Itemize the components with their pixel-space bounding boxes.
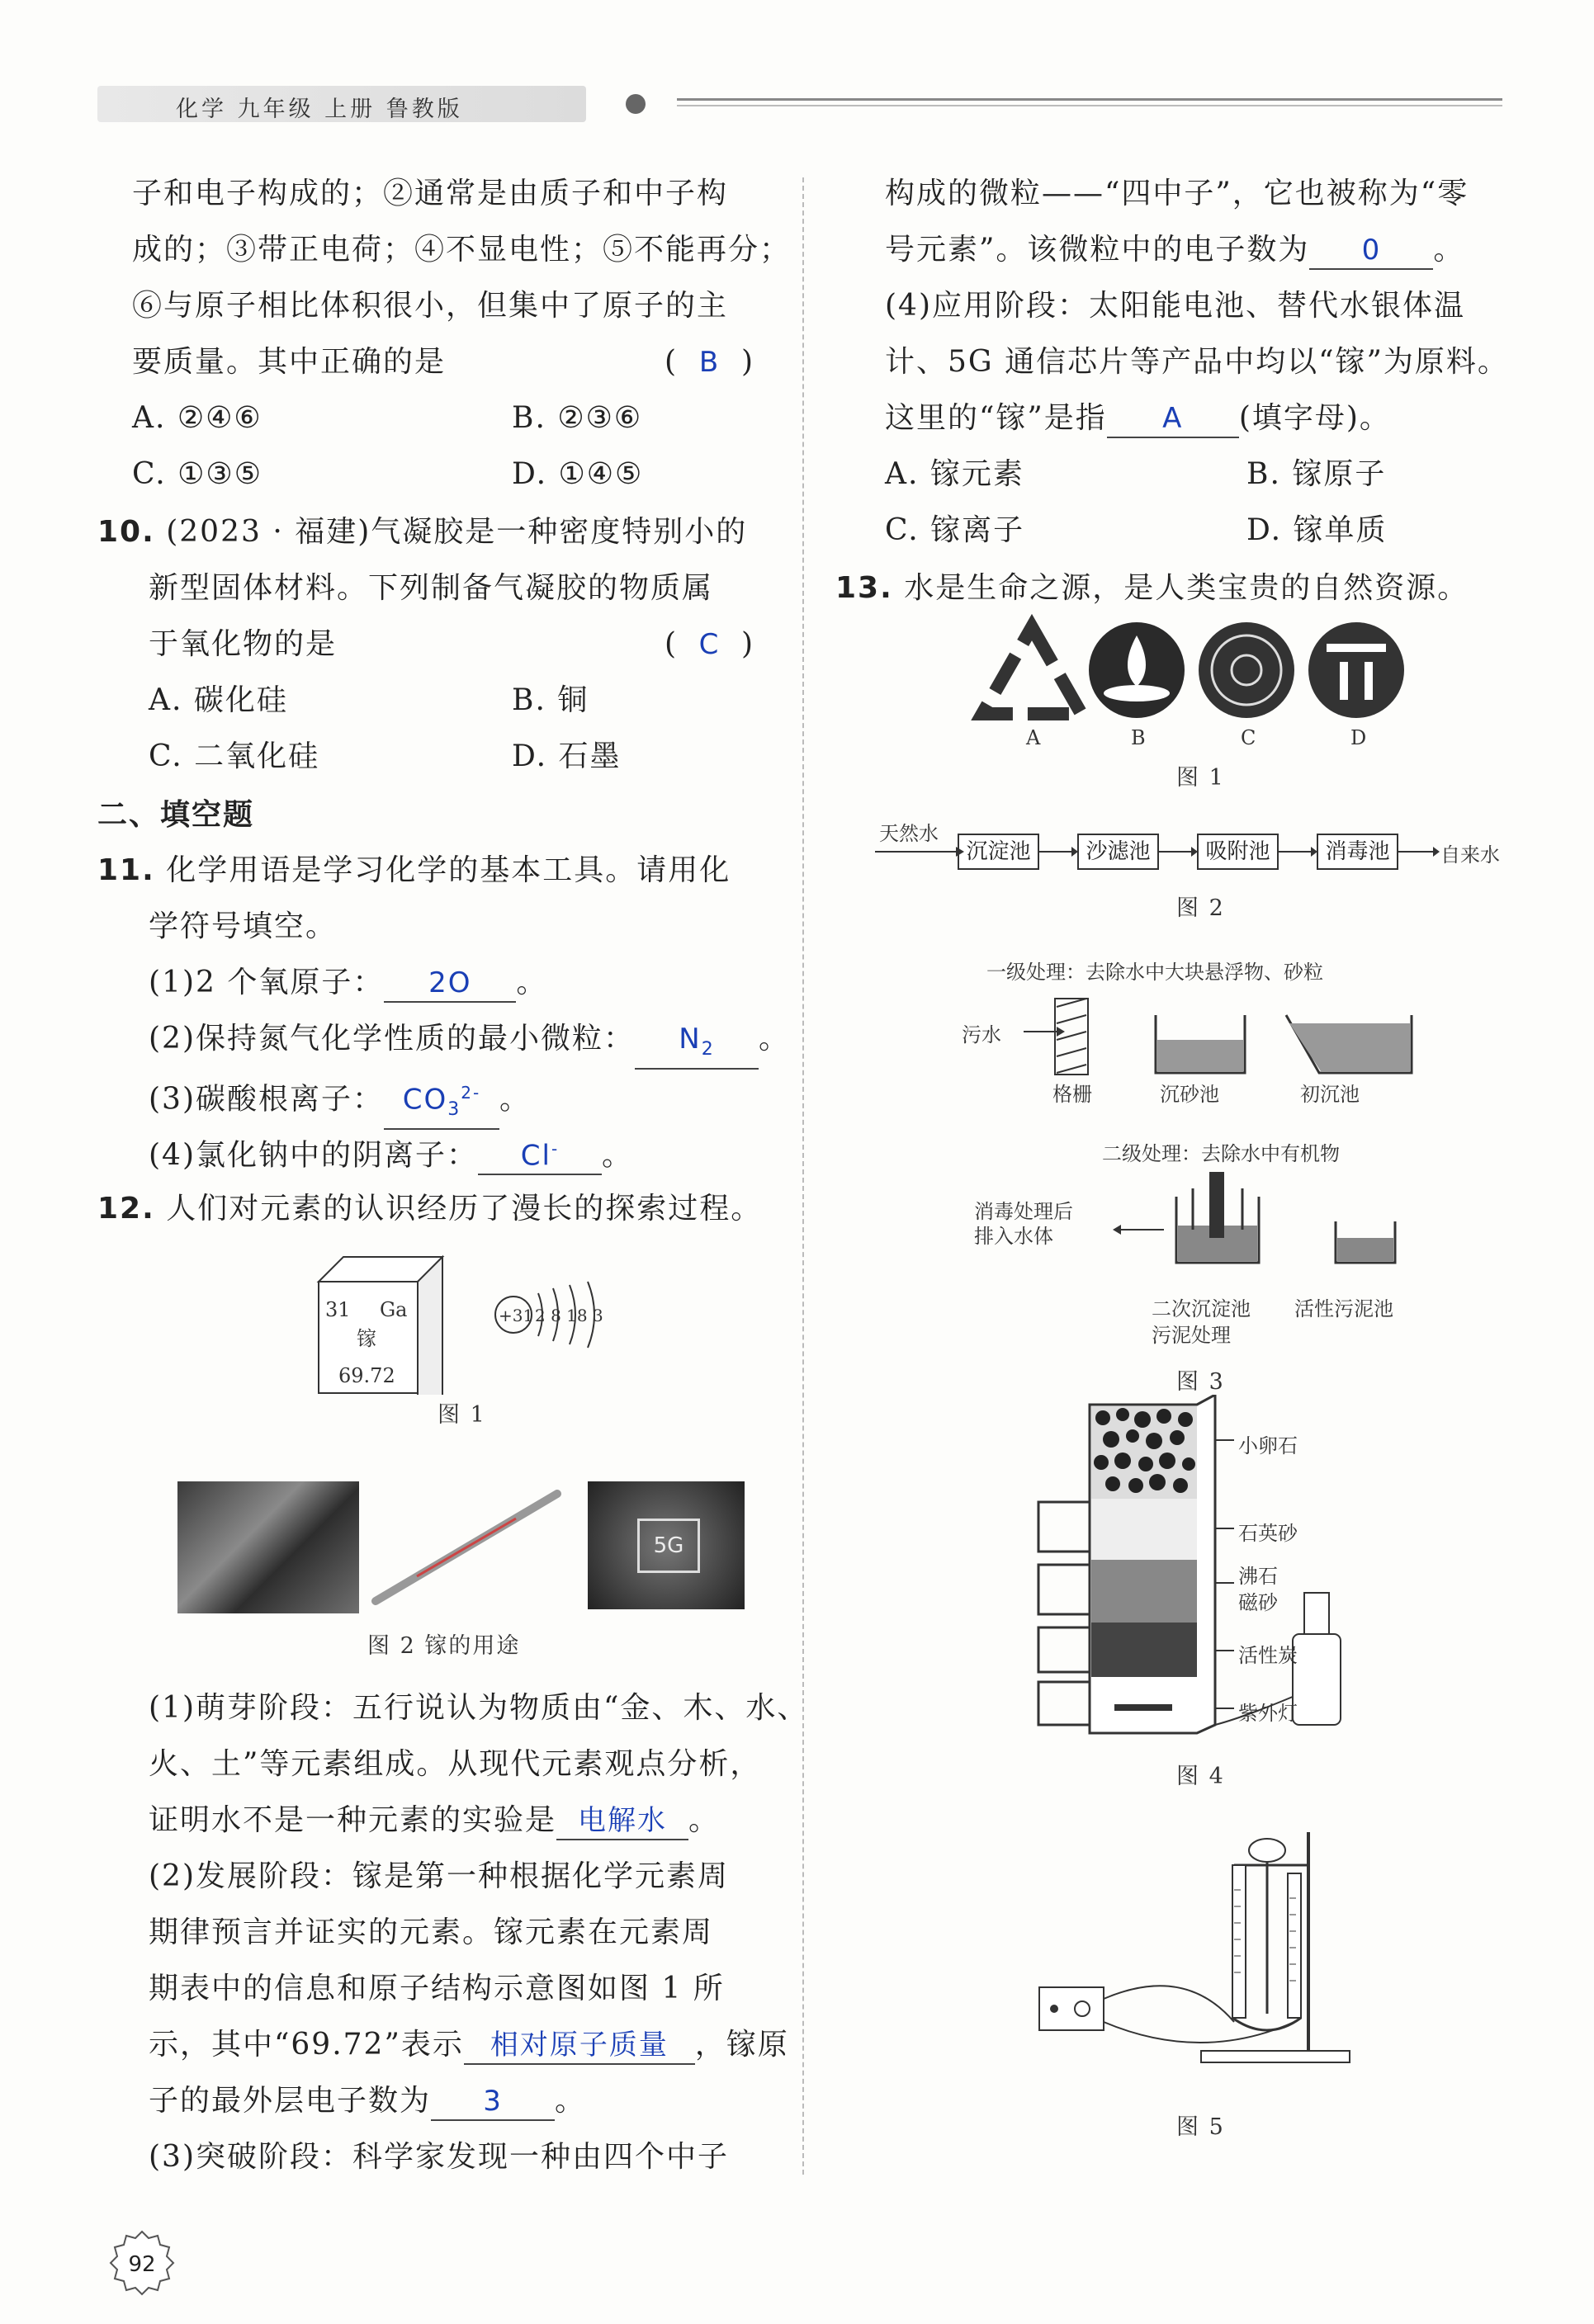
r-option-d: D. 镓单质 (1246, 513, 1388, 547)
solar-panel-photo (177, 1481, 359, 1613)
power-supply (1039, 1987, 1104, 2030)
q12-answer3: 3 (431, 2083, 555, 2121)
flow-arrows (875, 842, 1445, 867)
q13-fig4-caption: 图 4 (1176, 1764, 1225, 1789)
chip-label: 5G (637, 1519, 700, 1573)
q12-line1-text: 人们对元素的认识经历了漫长的探索过程。 (166, 1192, 763, 1226)
q13-fig5-caption: 图 5 (1176, 2114, 1225, 2140)
logo-label-d: D (1350, 726, 1367, 749)
grate-bars (1057, 999, 1086, 1073)
q12-fig1-caption: 图 1 (438, 1402, 486, 1428)
q9-option-c: C. ①③⑤ (132, 457, 263, 491)
q11-part3-text: (3)碳酸根离子： (149, 1082, 384, 1117)
funnel (1249, 1839, 1285, 1862)
seal-icon (1199, 622, 1294, 718)
page-number: 92 (128, 2252, 156, 2277)
q10-option-c: C. 二氧化硅 (149, 739, 320, 773)
flow-step-3: 吸附池 (1197, 834, 1279, 870)
outflow-line2: 排入水体 (974, 1225, 1053, 1248)
q12-s2c: 期表中的信息和原子结构示意图如图 1 所 (149, 1972, 725, 2005)
q13-number: 13. (835, 571, 893, 605)
q11-line2: 学符号填空。 (149, 909, 338, 943)
unit-activated-sludge: 活性污泥池 (1294, 1297, 1393, 1320)
q11-answer3 (384, 1075, 499, 1130)
sludge-water (1337, 1238, 1393, 1261)
side-pipes (1038, 1502, 1090, 1725)
r-line1: 构成的微粒——“四中子”，它也被称为“零 (885, 177, 1469, 210)
q11-part2-text: (2)保持氮气化学性质的最小微粒： (149, 1022, 635, 1056)
q12-s1a: (1)萌芽阶段：五行说认为物质由“金、木、水、 (149, 1691, 809, 1725)
flow-step-2: 沙滤池 (1077, 834, 1159, 870)
q12-s1c (149, 1800, 720, 1841)
stage1-units (1024, 990, 1420, 1081)
label-pebbles: 小卵石 (1238, 1434, 1298, 1457)
q10-option-a: A. 碳化硅 (149, 683, 288, 717)
r-line5 (885, 398, 1391, 439)
q12-line1 (97, 1188, 762, 1230)
r-line4: 计、5G 通信芯片等产品中均以“镓”为原料。 (885, 345, 1509, 379)
water-purifier (1032, 1395, 1379, 1741)
q12-answer1: 电解水 (556, 1802, 688, 1840)
q10-answer: C (698, 628, 721, 661)
q10-number: 10. (97, 515, 155, 549)
q9-answer: B (698, 346, 721, 379)
q10-option-d: D. 石墨 (512, 739, 622, 773)
q11-answer2-main: N (679, 1023, 702, 1056)
q12-s2d-end: ，镓原 (694, 2028, 789, 2062)
q10-line1 (97, 512, 747, 553)
thermometer-photo (367, 1486, 565, 1609)
q11-answer3-main: CO (402, 1083, 448, 1117)
q11-line1-text: 化学用语是学习化学的基本工具。请用化 (166, 853, 731, 887)
clarifier-column (1209, 1172, 1224, 1238)
r-option-a: A. 镓元素 (885, 457, 1024, 491)
r-line2-text: 号元素”。该微粒中的电子数为 (885, 233, 1310, 267)
unit-sludge-treatment: 污泥处理 (1152, 1324, 1231, 1347)
q9-option-b: B. ②③⑥ (512, 401, 643, 435)
q12-s2d (149, 2024, 789, 2066)
q11-answer4 (478, 1131, 602, 1175)
q11-answer2 (635, 1021, 759, 1070)
unit-grate: 格栅 (1052, 1083, 1092, 1106)
recycle-icon (982, 627, 1081, 714)
chip-photo (588, 1481, 745, 1609)
header-dot (626, 94, 646, 114)
unit-primary: 初沉池 (1300, 1083, 1360, 1106)
q12-fig2-caption: 图 2 镓的用途 (367, 1633, 521, 1659)
element-symbol: Ga (380, 1298, 408, 1321)
q9-line1: 子和电子构成的；②通常是由质子和中子构 (132, 177, 729, 210)
gallium-figure (314, 1250, 611, 1395)
q13-fig3-caption: 图 3 (1176, 1369, 1225, 1395)
q11-part2-end: 。 (759, 1022, 791, 1056)
q12-number: 12. (97, 1192, 155, 1226)
q9-line4 (132, 342, 446, 383)
q9-line2: 成的；③带正电荷；④不显电性；⑤不能再分； (132, 233, 792, 267)
q13-logos (970, 611, 1432, 755)
q12-s2e-end: 。 (555, 2084, 587, 2118)
element-name: 镓 (357, 1327, 376, 1350)
water-saving-icon (1308, 622, 1404, 718)
q12-s2e-text: 子的最外层电子数为 (149, 2084, 432, 2118)
q12-s3a: (3)突破阶段：科学家发现一种由四个中子 (149, 2140, 729, 2174)
logo-label-b: B (1131, 726, 1146, 749)
label-magnetic-sand: 磁砂 (1238, 1591, 1278, 1614)
q13-fig2-caption: 图 2 (1176, 895, 1225, 921)
q10-answer-paren: ( C ) (665, 627, 754, 661)
primary-water (1289, 1023, 1410, 1071)
r-answer1: 0 (1309, 232, 1433, 270)
unit-grit: 沉砂池 (1160, 1083, 1219, 1106)
q10-line2: 新型固体材料。下列制备气凝胶的物质属 (149, 571, 714, 605)
activated-carbon-layer (1091, 1623, 1197, 1677)
stage2-units (1106, 1172, 1412, 1287)
q12-s2e (149, 2081, 586, 2122)
bottle (1293, 1634, 1341, 1725)
thermometer-scale (417, 1519, 516, 1576)
header-bar (97, 86, 586, 122)
r-line2 (885, 229, 1464, 271)
unit-secondary: 二次沉淀池 (1152, 1297, 1251, 1320)
logo-label-c: C (1241, 726, 1256, 749)
logo-label-a: A (1026, 726, 1041, 749)
q9-option-d: D. ①④⑤ (512, 457, 644, 491)
section-title: 二、填空题 (97, 797, 255, 832)
q11-part4-end: 。 (602, 1138, 634, 1173)
q11-answer2-sub: 2 (701, 1038, 715, 1060)
uv-lamp (1114, 1704, 1172, 1711)
nucleus-charge: +31 (499, 1306, 534, 1325)
label-zeolite: 沸石 (1238, 1565, 1278, 1588)
outflow-line1: 消毒处理后 (974, 1200, 1073, 1223)
column-divider (802, 177, 804, 2175)
q11-number: 11. (97, 853, 155, 887)
q12-s2d-text: 示，其中“69.72”表示 (149, 2028, 464, 2062)
r-option-b: B. 镓原子 (1246, 457, 1387, 491)
element-number: 31 (325, 1298, 351, 1321)
q9-answer-paren: ( B ) (665, 345, 754, 379)
q11-answer4-sup: - (551, 1139, 560, 1159)
flow-step-1: 沉淀池 (958, 834, 1039, 870)
q10-line1-text: (2023 · 福建)气凝胶是一种密度特别小的 (166, 515, 748, 549)
q11-part3-end: 。 (499, 1082, 532, 1117)
label-activated-carbon: 活性炭 (1238, 1644, 1298, 1667)
q12-s1c-text: 证明水不是一种元素的实验是 (149, 1803, 557, 1837)
q12-s1c-end: 。 (688, 1803, 721, 1837)
page-number-badge (107, 2228, 177, 2298)
q11-part1-end: 。 (516, 966, 548, 999)
shell-electrons: 2 8 18 3 (535, 1306, 603, 1325)
label-quartz-sand: 石英砂 (1238, 1522, 1298, 1545)
stage1-title: 一级处理：去除水中大块悬浮物、砂粒 (986, 961, 1323, 984)
q13-line1-text: 水是生命之源，是人类宝贵的自然资源。 (904, 571, 1469, 605)
cell-side (418, 1257, 442, 1395)
grit-water (1157, 1040, 1243, 1071)
r-line5-end: (填字母)。 (1238, 401, 1391, 435)
r-answer2: A (1107, 400, 1239, 438)
q13-fig1-caption: 图 1 (1176, 765, 1225, 791)
right-tube (1288, 1873, 1301, 2018)
r-line2-end: 。 (1433, 233, 1465, 267)
q9-option-a: A. ②④⑥ (132, 401, 263, 435)
wires (1104, 1986, 1294, 2043)
q11-answer4-main: Cl (520, 1139, 551, 1173)
q11-part4 (149, 1131, 633, 1176)
q11-part2 (149, 1018, 790, 1070)
q11-line1 (97, 850, 731, 891)
q10-line3: 于氧化物的是 (149, 627, 338, 661)
stage2-title: 二级处理：去除水中有机物 (1102, 1142, 1340, 1165)
flow-end: 自来水 (1440, 843, 1500, 867)
q11-answer3-sup: 2- (461, 1083, 481, 1103)
q12-s2a: (2)发展阶段：镓是第一种根据化学元素周 (149, 1859, 729, 1893)
r-line3: (4)应用阶段：太阳能电池、替代水银体温 (885, 289, 1465, 323)
left-tube (1232, 1865, 1246, 2018)
q10-option-b: B. 铜 (512, 683, 589, 717)
electrolysis-apparatus (1036, 1816, 1366, 2088)
r-option-c: C. 镓离子 (885, 513, 1025, 547)
bottle-neck (1304, 1593, 1329, 1634)
q9-line3: ⑥与原子相比体积很小，但集中了原子的主 (132, 289, 729, 323)
header-rule (677, 98, 1502, 106)
sewage-inflow: 污水 (962, 1023, 1001, 1046)
flow-step-4: 消毒池 (1317, 834, 1398, 870)
q11-answer3-sub: 3 (447, 1099, 461, 1121)
stand-base (1201, 2051, 1350, 2062)
r-line5-text: 这里的“镓”是指 (885, 401, 1107, 435)
quartz-sand-layer (1091, 1499, 1197, 1560)
flow-start: 天然水 (879, 822, 939, 845)
q11-part1 (149, 962, 547, 1004)
q11-part3 (149, 1075, 531, 1130)
q12-answer2: 相对原子质量 (464, 2027, 695, 2065)
water-drop-icon (1089, 622, 1185, 718)
q11-part1-text: (1)2 个氧原子： (149, 966, 385, 999)
header-title: 化学 九年级 上册 鲁教版 (176, 97, 463, 122)
label-uv-lamp: 紫外灯 (1238, 1702, 1298, 1725)
q12-s1b: 火、土”等元素组成。从现代元素观点分析， (149, 1747, 762, 1781)
q11-answer1: 2O (384, 965, 516, 1003)
element-mass: 69.72 (338, 1364, 395, 1387)
q13-line1 (835, 568, 1469, 609)
q11-part4-text: (4)氯化钠中的阴离子： (149, 1138, 478, 1173)
zeolite-layer (1091, 1560, 1197, 1623)
q9-line4-text: 要质量。其中正确的是 (132, 345, 447, 379)
q12-s2b: 期律预言并证实的元素。镓元素在元素周 (149, 1915, 714, 1949)
